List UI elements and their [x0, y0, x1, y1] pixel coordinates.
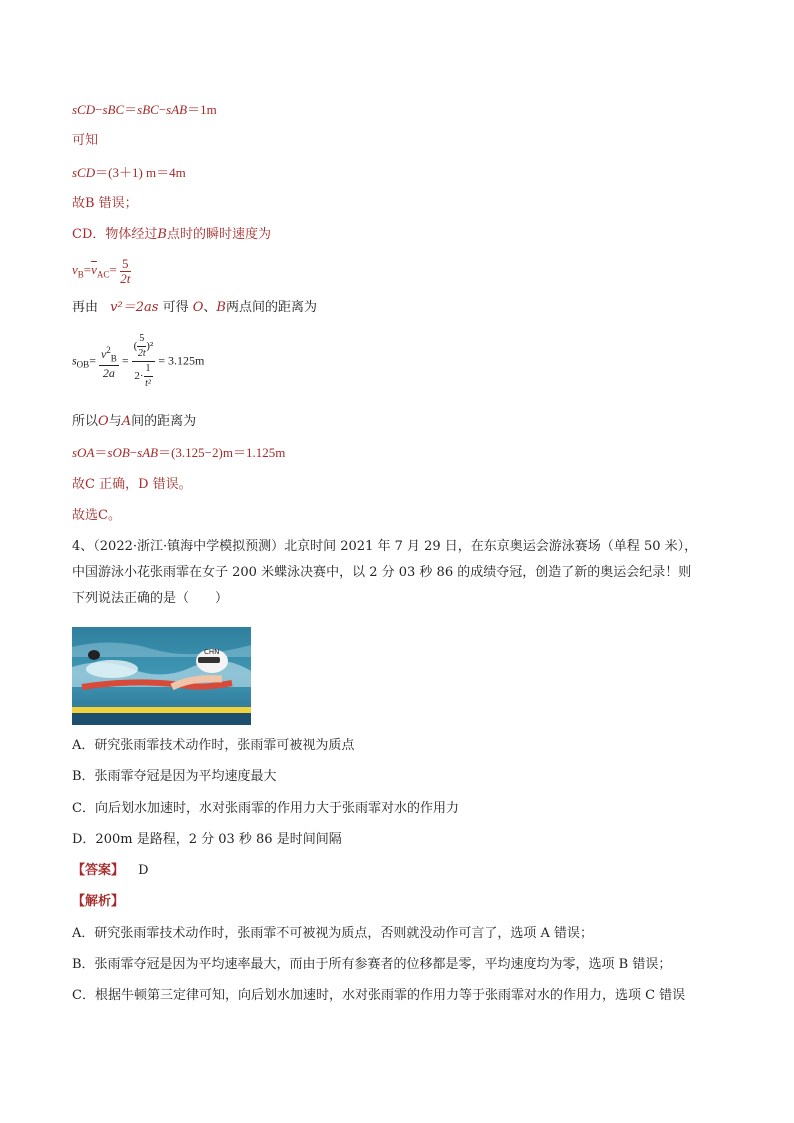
op: −	[129, 445, 138, 460]
denominator	[132, 362, 156, 391]
var-sob: sOB	[107, 445, 130, 460]
analysis-a: A．研究张雨霏技术动作时，张雨霏不可被视为质点，否则就没动作可言了，选项 A 错误；	[72, 926, 594, 941]
sup: 2	[106, 344, 111, 355]
numerator: 1	[144, 362, 153, 377]
var-scd: sCD	[72, 165, 96, 180]
answer-label: 【答案】	[72, 863, 125, 878]
paren: )²	[146, 340, 154, 353]
text-kezhi: 可知	[72, 133, 99, 148]
final-choice: 故选C。	[72, 508, 121, 523]
coef: 2·	[134, 370, 144, 383]
numerator	[132, 332, 156, 362]
op: −	[95, 102, 103, 117]
var-sab: sAB	[137, 445, 159, 460]
point-o: O	[192, 300, 204, 315]
numerator	[99, 343, 119, 366]
fraction-5-2t	[120, 257, 131, 286]
denominator: 2a	[102, 366, 115, 381]
var-soa: sOA	[72, 445, 95, 460]
var-v: v	[72, 262, 78, 277]
option-b: B．张雨霏夺冠是因为平均速度最大	[72, 769, 277, 784]
text: 点时的瞬时速度为	[166, 227, 271, 242]
var-sab: sAB	[166, 102, 188, 117]
op: =	[83, 262, 92, 277]
fraction-vb2-2a	[99, 343, 119, 380]
value: ＝(3.125−2)m＝1.125m	[158, 445, 286, 460]
formula: ²＝2as	[117, 300, 159, 315]
op: ＝	[124, 102, 138, 117]
analysis-label: 【解析】	[72, 894, 125, 909]
paren: (	[133, 340, 138, 353]
text-cd-intro	[72, 225, 271, 245]
value: ＝1m	[187, 102, 217, 117]
text: 两点间的距离为	[225, 300, 317, 315]
denominator: 2t	[137, 348, 146, 359]
fraction-inner	[137, 332, 146, 361]
var-scd: sCD	[72, 102, 96, 117]
analysis-c: C．根据牛顿第三定律可知，向后划水加速时，水对张雨霏的作用力等于张雨霏对水的作用力，选项 C 错误	[72, 988, 686, 1003]
value: ＝(3＋1) m＝4m	[95, 165, 186, 180]
numerator: 5	[137, 332, 146, 347]
equation-soa	[72, 443, 285, 463]
option-c: C．向后划水加速时，水对张雨霏的作用力大于张雨霏对水的作用力	[72, 801, 459, 816]
var-v: v	[100, 346, 107, 361]
text-oa-distance	[72, 412, 196, 432]
stem-line: 中国游泳小花张雨霏在女子 200 米蝶泳决赛中，以 2 分 03 秒 86 的成绩夺冠，创造了新的奥运会纪录！则	[72, 565, 692, 580]
text: 间的距离为	[131, 414, 197, 429]
option-d: D．200m 是路程，2 分 03 秒 86 是时间间隔	[72, 832, 342, 847]
analysis-b: B．张雨霏夺冠是因为平均速率最大，而由于所有参赛者的位移都是零，平均速度均为零，选项 B 错误；	[72, 957, 672, 972]
op: ＝	[94, 445, 108, 460]
var-sbc: sBC	[102, 102, 125, 117]
answer-row	[72, 861, 149, 881]
op: =	[89, 353, 96, 368]
sub: AC	[96, 269, 110, 280]
conclusion-c-correct: 故C 正确，D 错误。	[72, 477, 192, 492]
text: 所以	[72, 414, 99, 429]
text: CD．物体经过	[72, 227, 158, 242]
var-s: s	[72, 353, 77, 368]
option-a: A．研究张雨霏技术动作时，张雨霏可被视为质点	[72, 738, 355, 753]
sub: B	[110, 353, 117, 364]
answer-value: D	[138, 863, 149, 878]
sub: OB	[76, 359, 90, 370]
var-v: v	[110, 300, 118, 315]
numerator: 5	[122, 255, 129, 271]
text: 、	[203, 300, 217, 315]
cap-text: CHN	[204, 648, 220, 656]
question-4-stem	[72, 534, 732, 612]
conclusion-b-wrong: 故B 错误；	[72, 196, 138, 211]
var-sbc: sBC	[137, 102, 159, 117]
swimmer-photo	[72, 627, 251, 725]
denominator: t²	[145, 378, 151, 389]
text: 可得	[162, 300, 189, 315]
stem-line: 4、（2022·浙江·镇海中学模拟预测）北京时间 2021 年 7 月 29 日，在东京奥运会游泳赛场（单程 50 米），	[72, 539, 698, 554]
equation-scd	[72, 163, 186, 183]
equation-sob	[72, 332, 204, 391]
point-b: B	[157, 227, 167, 242]
point-b: B	[216, 300, 226, 315]
fraction-inner	[144, 362, 153, 391]
fraction-big	[132, 332, 156, 391]
text-reuse-formula	[72, 298, 317, 318]
text: 与	[108, 414, 122, 429]
equation-vb	[72, 254, 131, 291]
point-o: O	[98, 414, 109, 429]
op: =	[109, 262, 117, 277]
text: 再由	[72, 300, 99, 315]
var-vac: $\overline{v}$	[91, 262, 97, 277]
op: =	[121, 353, 129, 368]
stem-line: 下列说法正确的是（ ）	[72, 591, 229, 606]
op: −	[158, 102, 167, 117]
denominator: 2t	[120, 270, 131, 286]
equation-scd-sbc	[72, 100, 217, 120]
result: = 3.125m	[158, 353, 205, 368]
point-a: A	[121, 414, 132, 429]
sub: B	[77, 269, 84, 280]
